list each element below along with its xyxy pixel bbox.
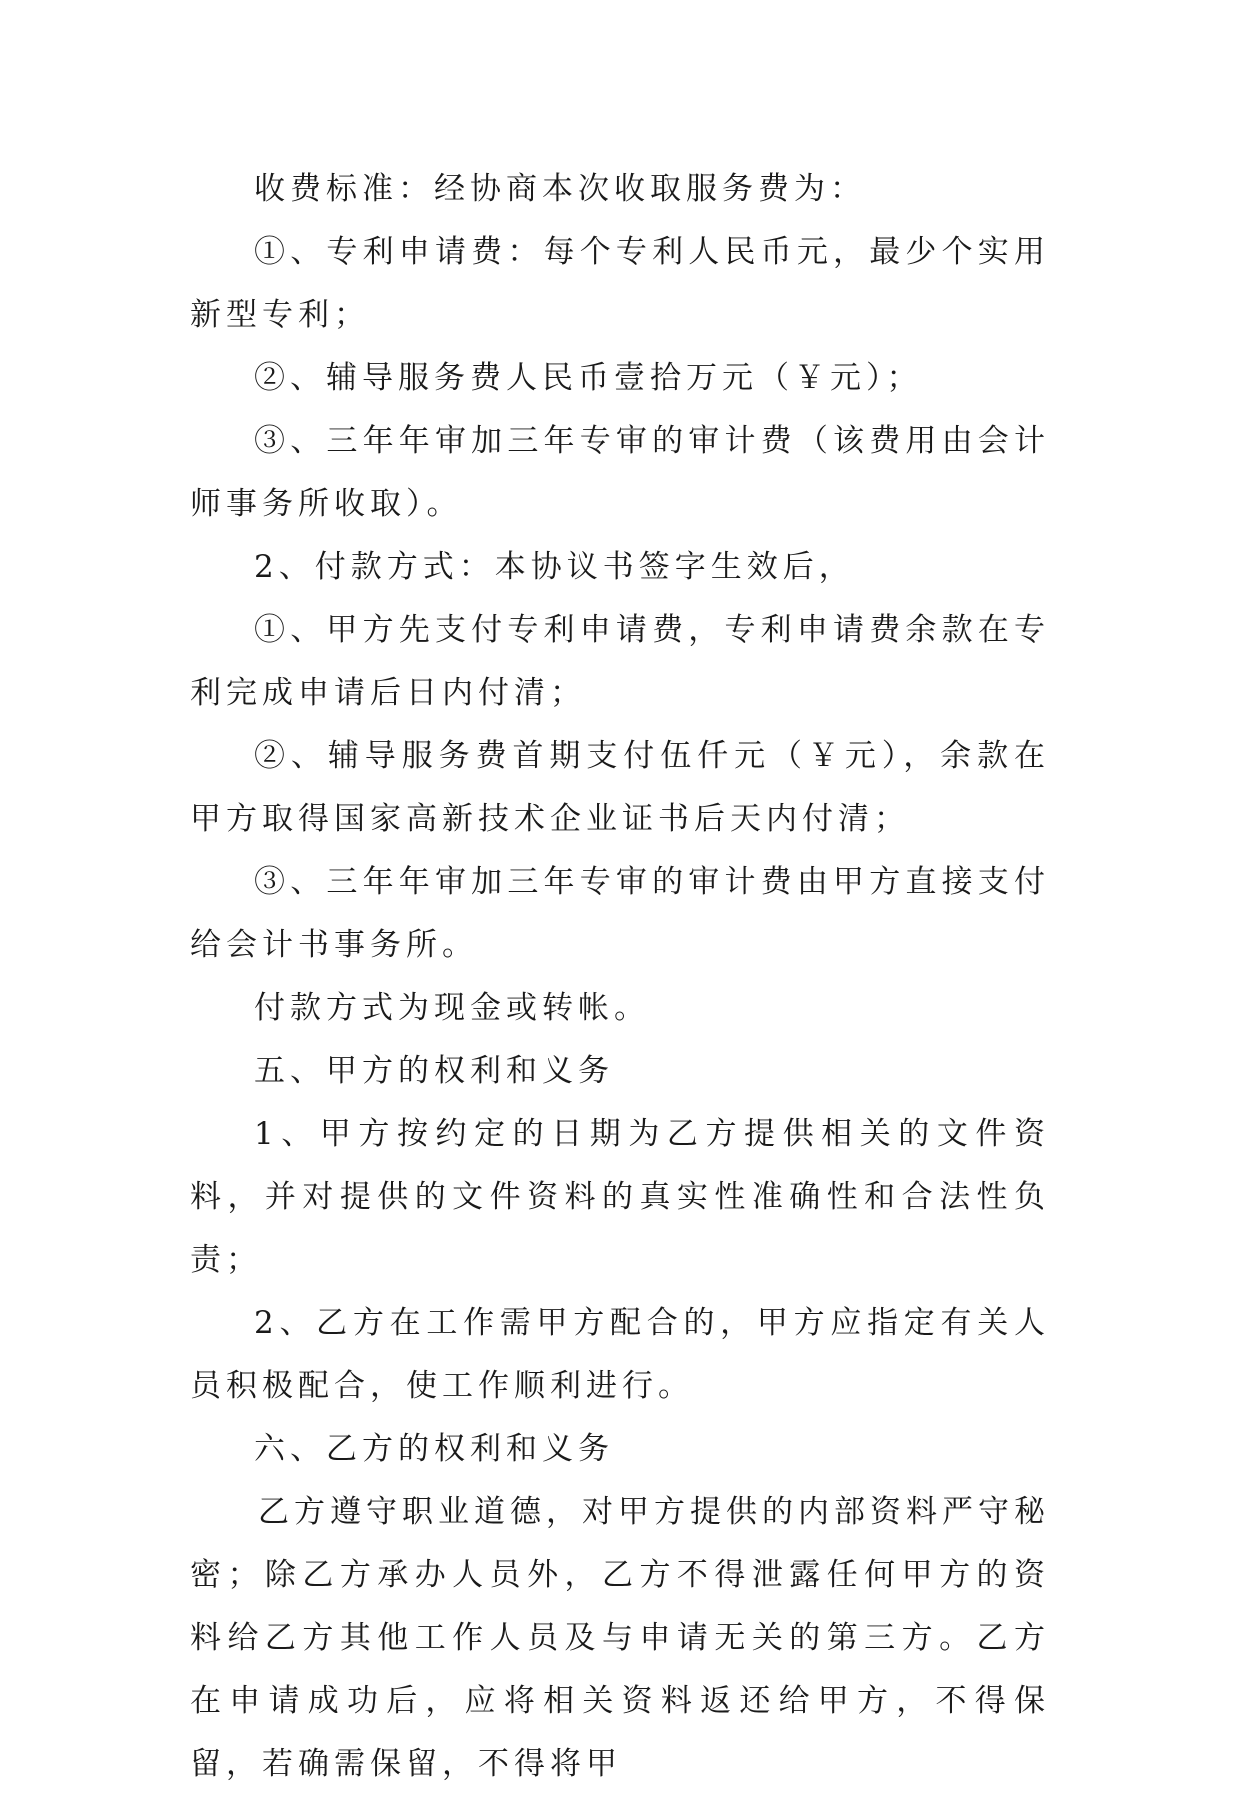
party-a-duty-2: 2、乙方在工作需甲方配合的，甲方应指定有关人员积极配合，使工作顺利进行。: [190, 1305, 1050, 1404]
guidance-fee-paragraph: ②、辅导服务费人民币壹拾万元（￥元）；: [254, 360, 923, 396]
patent-fee-paragraph: ①、专利申请费：每个专利人民币元，最少个实用新型专利；: [190, 234, 1050, 333]
section-six-heading: 六、乙方的权利和义务: [254, 1431, 614, 1467]
fee-standard-paragraph: 收费标准：经协商本次收取服务费为：: [254, 171, 866, 207]
payment-item-1: ①、甲方先支付专利申请费，专利申请费余款在专利完成申请后日内付清；: [190, 612, 1050, 711]
payment-item-3: ③、三年年审加三年专审的审计费由甲方直接支付给会计书事务所。: [190, 864, 1050, 963]
payment-form-paragraph: 付款方式为现金或转帐。: [254, 990, 650, 1026]
section-five-heading: 五、甲方的权利和义务: [254, 1053, 614, 1089]
party-b-duty-paragraph: 乙方遵守职业道德，对甲方提供的内部资料严守秘密；除乙方承办人员外，乙方不得泄露任何甲方的资料给乙方其他工作人员及与申请无关的第三方。乙方在申请成功后，应将相关资料返还给甲方，不得保留，若确需保留，不得将甲: [190, 1494, 1050, 1782]
payment-method-heading: 2、付款方式：本协议书签字生效后，: [254, 549, 855, 585]
payment-item-2: ②、辅导服务费首期支付伍仟元（￥元），余款在甲方取得国家高新技术企业证书后天内付清；: [190, 738, 1050, 837]
document-page: [190, 158, 1050, 1796]
audit-fee-paragraph: ③、三年年审加三年专审的审计费（该费用由会计师事务所收取）。: [190, 423, 1050, 522]
party-a-duty-1: 1、甲方按约定的日期为乙方提供相关的文件资料，并对提供的文件资料的真实性准确性和合法性负责；: [190, 1116, 1050, 1278]
